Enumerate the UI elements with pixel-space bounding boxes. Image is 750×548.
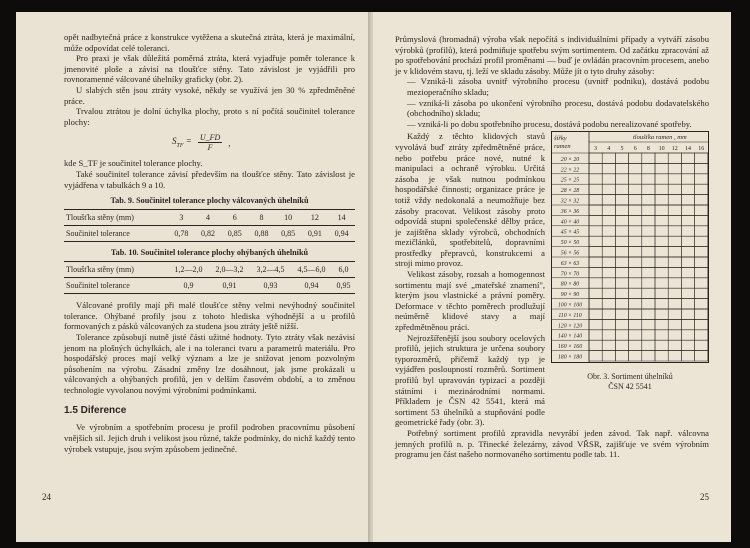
grid-cell (655, 195, 668, 205)
grid-cell (642, 216, 655, 226)
grid-cell (602, 153, 615, 163)
paragraph: Průmyslová (hromadná) výroba však nepočítá s individuálními případy a vytváří zásobu výrobků (profilů), která podmiňuje spotřebu svým sortimentem. Od začátku zpracování až po spotřebování prochází profil proměnami — buď je ovládán pracovním procesem, anebo je v klidovém stavu, tj. leží ve skladu zásoby. Může jít o tyto druhy zásoby: (395, 34, 709, 76)
grid-cell (642, 278, 655, 288)
grid-cell (695, 268, 708, 278)
grid-cell (681, 351, 694, 361)
grid-cell (681, 278, 694, 288)
grid-cell (668, 309, 681, 319)
paragraph: kde S_TF je součinitel tolerance plochy. (64, 158, 203, 169)
grid-cell (589, 247, 602, 257)
table-cell: 8 (248, 210, 275, 226)
grid-cell (629, 341, 642, 351)
grid-cell (695, 299, 708, 309)
grid-cell (589, 320, 602, 330)
table-cell: 0,95 (332, 278, 355, 294)
grid-cell (668, 174, 681, 184)
header-left-1: šířky (554, 135, 567, 143)
grid-cell (629, 299, 642, 309)
grid-cell (695, 195, 708, 205)
grid-cell (695, 174, 708, 184)
grid-cell (615, 174, 628, 184)
grid-cell (668, 299, 681, 309)
page-number: 24 (42, 492, 51, 502)
width-label: 70 × 70 (560, 271, 580, 278)
grid-cell (589, 226, 602, 236)
grid-cell (615, 164, 628, 174)
grid-cell (695, 237, 708, 247)
grid-cell (642, 174, 655, 184)
table-row-label: Součinitel tolerance (64, 278, 168, 294)
grid-cell (668, 195, 681, 205)
grid-cell (642, 247, 655, 257)
table-cell: 10 (275, 210, 302, 226)
table-cell: 12 (302, 210, 329, 226)
width-label: 40 × 40 (560, 219, 580, 226)
grid-cell (668, 330, 681, 340)
grid-cell (668, 237, 681, 247)
width-label: 56 × 56 (560, 250, 580, 257)
table-10 (64, 261, 355, 294)
grid-cell (681, 320, 694, 330)
width-label: 32 × 32 (560, 198, 580, 205)
grid-cell (629, 164, 642, 174)
table-cell: 0,82 (195, 226, 222, 242)
grid-cell (681, 153, 694, 163)
grid-cell (642, 195, 655, 205)
grid-cell (655, 320, 668, 330)
grid-cell (615, 247, 628, 257)
list-item: — vzniká-li zásoba po ukončení výrobního procesu, dostává podobu dodavatelského (obchodního) skladu; (407, 97, 709, 119)
formula-eq: = (183, 136, 192, 147)
grid-cell (695, 257, 708, 267)
width-label: 20 × 20 (560, 157, 580, 164)
width-label: 45 × 45 (560, 230, 580, 237)
grid-cell (681, 247, 694, 257)
grid-cell (655, 268, 668, 278)
grid-cell (602, 257, 615, 267)
grid-cell (602, 330, 615, 340)
section-heading: 1.5 Diference (64, 405, 127, 417)
grid-cell (589, 174, 602, 184)
grid-cell (695, 309, 708, 319)
table-cell: 0,94 (291, 278, 332, 294)
grid-cell (668, 216, 681, 226)
grid-cell (668, 320, 681, 330)
grid-cell (668, 257, 681, 267)
grid-cell (615, 257, 628, 267)
header-top: tloušťka ramen , mm (633, 134, 687, 142)
grid-cell (629, 257, 642, 267)
width-label: 28 × 28 (560, 188, 580, 195)
grid-cell (668, 289, 681, 299)
table-cell: 0,94 (328, 226, 355, 242)
grid-cell (629, 174, 642, 184)
table-cell: 0,9 (168, 278, 209, 294)
grid-cell (655, 185, 668, 195)
grid-cell (668, 164, 681, 174)
grid-cell (615, 330, 628, 340)
formula-lhs-sub: TF (176, 143, 184, 150)
grid-cell (668, 226, 681, 236)
width-label: 120 × 120 (557, 323, 583, 330)
grid-cell (655, 351, 668, 361)
grid-cell (668, 268, 681, 278)
thickness-label: 5 (620, 146, 624, 153)
width-label: 80 × 80 (560, 282, 580, 289)
grid-cell (615, 216, 628, 226)
grid-cell (642, 185, 655, 195)
grid-cell (589, 278, 602, 288)
grid-cell (642, 205, 655, 215)
grid-cell (655, 237, 668, 247)
grid-cell (602, 278, 615, 288)
grid-cell (589, 153, 602, 163)
grid-cell (602, 195, 615, 205)
grid-cell (695, 205, 708, 215)
grid-cell (589, 289, 602, 299)
grid-cell (695, 216, 708, 226)
grid-cell (589, 268, 602, 278)
grid-cell (655, 289, 668, 299)
grid-cell (695, 153, 708, 163)
grid-cell (602, 216, 615, 226)
grid-cell (602, 320, 615, 330)
grid-cell (615, 226, 628, 236)
grid-cell (681, 341, 694, 351)
table-cell: 0,93 (250, 278, 291, 294)
grid-cell (602, 205, 615, 215)
grid-cell (589, 330, 602, 340)
formula-numerator: U_FD (199, 133, 221, 143)
grid-cell (629, 216, 642, 226)
grid-cell (615, 278, 628, 288)
grid-cell (589, 237, 602, 247)
formula-fraction (198, 133, 222, 152)
width-label: 180 × 180 (557, 354, 583, 361)
paragraph: Trvalou ztrátou je dolní úchylka plochy, proto s ní počítá součinitel tolerance plochy: (64, 106, 355, 127)
grid-cell (668, 205, 681, 215)
grid-cell (681, 299, 694, 309)
grid-cell (615, 289, 628, 299)
grid-cell (695, 341, 708, 351)
grid-cell (602, 237, 615, 247)
width-label: 110 × 110 (558, 313, 582, 320)
grid-cell (602, 226, 615, 236)
grid-cell (695, 247, 708, 257)
grid-cell (615, 320, 628, 330)
figure-caption-line: Obr. 3. Sortiment úhelníků (587, 372, 673, 382)
grid-cell (615, 299, 628, 309)
table-caption: Tab. 9. Součinitel tolerance plochy válcovaných úhelníků (110, 196, 309, 206)
header-left-2: ramen (554, 143, 571, 151)
grid-cell (668, 351, 681, 361)
width-label: 100 × 100 (557, 302, 583, 309)
width-label: 36 × 36 (560, 209, 580, 216)
formula-end: , (228, 137, 231, 148)
table-cell: 6,0 (332, 262, 355, 278)
grid-cell (655, 247, 668, 257)
grid-cell (602, 268, 615, 278)
grid-cell (655, 174, 668, 184)
grid-cell (655, 278, 668, 288)
grid-cell (642, 268, 655, 278)
paragraph: Každý z těchto klidových stavů vyvolává buď ztráty zpředmětněné práce, nebo potřebu práce nové, nutné k manipulaci a ochraně výrobku. Určitá zásoba je však nutnou podmínkou hospodářské činnosti; organizace práce je totiž vždy nedokonalá a neumožňuje bez zásoby pracovat. Velikost zásoby proto odpovídá stupni společenské dělby práce, je zajištěna sklady výrobců, obchodních mezičlánků, spotřebitelů, dopravními prostředky přepravců, konstrukcemi a stroji mimo provoz. (395, 131, 545, 269)
grid-cell (589, 257, 602, 267)
grid-cell (695, 226, 708, 236)
grid-cell (655, 299, 668, 309)
grid-cell (642, 237, 655, 247)
grid-cell (655, 309, 668, 319)
table-cell: 0,91 (302, 226, 329, 242)
grid-cell (615, 195, 628, 205)
grid-cell (668, 278, 681, 288)
grid-cell (695, 164, 708, 174)
grid-cell (681, 174, 694, 184)
grid-cell (589, 185, 602, 195)
table-row-label: Tloušťka stěny (mm) (64, 210, 168, 226)
table-caption: Tab. 10. Součinitel tolerance plochy ohýbaných úhelníků (110, 248, 309, 258)
table-cell: 3,2—4,5 (250, 262, 291, 278)
grid-cell (629, 289, 642, 299)
grid-cell (629, 351, 642, 361)
thickness-label: 8 (646, 146, 650, 153)
grid-cell (629, 268, 642, 278)
grid-cell (629, 226, 642, 236)
list-item: — vzniká-li po dobu spotřebního procesu, dostává podobu nerealizované spotřeby. (407, 118, 692, 129)
grid-cell (655, 226, 668, 236)
grid-cell (629, 309, 642, 319)
table-cell: 0,91 (209, 278, 250, 294)
paragraph: Válcované profily mají při malé tloušťce stěny velmi nevýhodný součinitel tolerance. Ohýbané profily jsou z tohoto hlediska výhodnější a u profilů formovaných z pásků válcovaných za studena jsou ztráty ještě nižší. (64, 300, 355, 332)
grid-cell (629, 247, 642, 257)
grid-cell (629, 153, 642, 163)
grid-cell (642, 351, 655, 361)
grid-cell (655, 205, 668, 215)
grid-cell (681, 289, 694, 299)
grid-cell (615, 185, 628, 195)
right-page (373, 12, 731, 542)
width-label: 50 × 50 (560, 240, 580, 247)
grid-cell (642, 299, 655, 309)
grid-cell (695, 278, 708, 288)
grid-cell (655, 216, 668, 226)
grid-cell (695, 330, 708, 340)
grid-cell (695, 289, 708, 299)
grid-cell (642, 164, 655, 174)
grid-cell (602, 174, 615, 184)
grid-cell (681, 226, 694, 236)
thickness-label: 16 (698, 146, 705, 153)
grid-cell (681, 216, 694, 226)
grid-cell (602, 164, 615, 174)
left-page (16, 12, 371, 542)
width-label: 90 × 90 (560, 292, 580, 299)
figure-caption (551, 372, 709, 391)
grid-cell (615, 205, 628, 215)
grid-cell (589, 205, 602, 215)
grid-cell (615, 237, 628, 247)
table-row-label: Tloušťka stěny (mm) (64, 262, 168, 278)
table-cell: 0,88 (248, 226, 275, 242)
grid-cell (589, 216, 602, 226)
grid-cell (681, 164, 694, 174)
figure-caption-line: ČSN 42 5541 (608, 381, 652, 391)
grid-cell (695, 185, 708, 195)
table-cell: 4 (195, 210, 222, 226)
grid-cell (642, 309, 655, 319)
grid-cell (615, 268, 628, 278)
grid-cell (629, 278, 642, 288)
grid-cell (695, 320, 708, 330)
grid-cell (602, 341, 615, 351)
grid-cell (589, 341, 602, 351)
thickness-label: 12 (671, 146, 678, 153)
grid-cell (681, 330, 694, 340)
paragraph: Potřebný sortiment profilů zpravidla nevyrábí jeden závod. Tak např. válcovna jemných profilů n. p. Třinecké železárny, závod VŘSR, zajišťuje ve svém výrobním programu jen část našeho normovaného sortimentu podle tab. 11. (395, 427, 709, 460)
table-cell: 1,2—2,0 (168, 262, 209, 278)
table-cell: 0,85 (221, 226, 248, 242)
grid-cell (681, 185, 694, 195)
width-label: 63 × 63 (560, 261, 580, 268)
paragraph: Nejrozšířenější jsou soubory ocelových profilů, jejich struktura je určena soubory typorozměrů, přičemž každý typ je vyjádřen posloupností rozměrů. Sortiment profilů byl upravován typizací a později státními i mezinárodními normami. Příkladem je ČSN 42 5541, která má sortiment 53 úhelníků a stupňování podle geometrické řady (obr. 3). (395, 332, 545, 428)
table-9 (64, 209, 355, 242)
thickness-label: 10 (658, 146, 665, 153)
grid-cell (668, 153, 681, 163)
grid-cell (668, 185, 681, 195)
grid-cell (602, 299, 615, 309)
table-cell: 0,78 (168, 226, 195, 242)
table-cell: 14 (328, 210, 355, 226)
grid-cell (589, 351, 602, 361)
thickness-label: 14 (685, 146, 691, 153)
grid-cell (655, 330, 668, 340)
list-item: — Vzniká-li zásoba uvnitř výrobního procesu (uvnitř podniku), dostává podobu mezioperačního skladu; (407, 76, 709, 97)
grid-cell (642, 341, 655, 351)
table-row-label: Součinitel tolerance (64, 226, 168, 242)
grid-cell (602, 289, 615, 299)
table-cell: 6 (221, 210, 248, 226)
paragraph: Velikost zásoby, rozsah a homogennost sortimentu mají své „mateřské znamení", kterým jsou vlastnické a právní poměry. Deformace v těchto poměrech prodlužují neúměrně klidové stavy a mají zpředmětněnou práci. (395, 269, 545, 333)
grid-cell (629, 320, 642, 330)
thickness-label: 4 (607, 146, 611, 153)
grid-cell (615, 341, 628, 351)
grid-cell (681, 205, 694, 215)
grid-cell (602, 309, 615, 319)
paragraph: opět nadbytečná práce z konstrukce vytěžena a skutečná ztráta, která je maximální, může odpovídat celé toleranci. (64, 32, 355, 53)
grid-cell (629, 185, 642, 195)
grid-cell (695, 351, 708, 361)
grid-cell (642, 153, 655, 163)
grid-cell (589, 299, 602, 309)
width-label: 140 × 140 (557, 334, 583, 341)
table-cell: 4,5—6,0 (291, 262, 332, 278)
grid-cell (629, 195, 642, 205)
grid-cell (655, 257, 668, 267)
width-label: 25 × 25 (560, 178, 580, 185)
grid-cell (642, 226, 655, 236)
grid-cell (615, 351, 628, 361)
grid-cell (681, 309, 694, 319)
table-cell: 0,85 (275, 226, 302, 242)
grid-cell (615, 309, 628, 319)
grid-cell (629, 205, 642, 215)
paragraph: Také součinitel tolerance závisí především na tloušťce stěny. Tato závislost je vyjádřena v tabulkách 9 a 10. (64, 168, 355, 190)
grid-cell (668, 341, 681, 351)
grid-cell (642, 257, 655, 267)
grid-cell (681, 195, 694, 205)
width-label: 22 × 22 (560, 167, 580, 174)
text-column (395, 131, 545, 428)
grid-cell (668, 247, 681, 257)
grid-cell (642, 320, 655, 330)
paragraph: U slabých stěn jsou ztráty vysoké, někdy se využívá jen 30 % zpředměněné práce. (64, 84, 355, 106)
grid-cell (589, 195, 602, 205)
formula-lhs: S (172, 136, 177, 147)
thickness-label: 6 (633, 146, 637, 153)
grid-cell (589, 164, 602, 174)
text-figure-row (395, 131, 709, 428)
paragraph: Pro praxi je však důležitá poměrná ztráta, která vyjadřuje poměr tolerance k jmenovité ploše a závisí na tloušťce stěny. Tato závislost je vyjádřili pro rovnoramenné válcované úhelníky graficky (obr. 2). (64, 53, 355, 85)
sortiment-grid (551, 131, 709, 363)
formula-denominator: F (207, 143, 213, 153)
grid-cell (655, 341, 668, 351)
figure-3 (551, 131, 709, 428)
table-cell: 3 (168, 210, 195, 226)
grid-cell (629, 330, 642, 340)
grid-cell (681, 257, 694, 267)
grid-cell (589, 309, 602, 319)
width-label: 160 × 160 (557, 344, 583, 351)
grid-cell (681, 268, 694, 278)
grid-cell (602, 351, 615, 361)
grid-cell (681, 237, 694, 247)
paragraph: Ve výrobním a spotřebním procesu je profil podroben pracovnímu působení vnějších sil. Jejich druh i velikost jsou různé, takže podmínky, do nichž každý tento výrobek vstupuje, jsou svým způsobem jedinečné. (64, 422, 355, 454)
grid-cell (615, 153, 628, 163)
grid-cell (655, 153, 668, 163)
grid-cell (629, 237, 642, 247)
grid-cell (642, 289, 655, 299)
page-number: 25 (700, 492, 709, 502)
grid-cell (642, 330, 655, 340)
grid-cell (602, 185, 615, 195)
thickness-label: 3 (594, 146, 598, 153)
grid-cell (655, 164, 668, 174)
formula (172, 133, 355, 152)
paragraph: Tolerance způsobují nutně jisté části užitné hodnoty. Tyto ztráty však nezávisí jenom na plošných úchylkách, ale i na toleranci tvaru a parametrů materiálu. Pro hospodářský proces mají velký význam a lze je snižovat jenom pozvolným působením na výrobu. Zásadní změny lze dosáhnout, jak jsme prokázali u válcovaných a ohýbaných profilů, jen v delším časovém období, a to změnou technologie vyvolanou novými výrobními podmínkami. (64, 331, 355, 395)
grid-cell (602, 247, 615, 257)
table-cell: 2,0—3,2 (209, 262, 250, 278)
